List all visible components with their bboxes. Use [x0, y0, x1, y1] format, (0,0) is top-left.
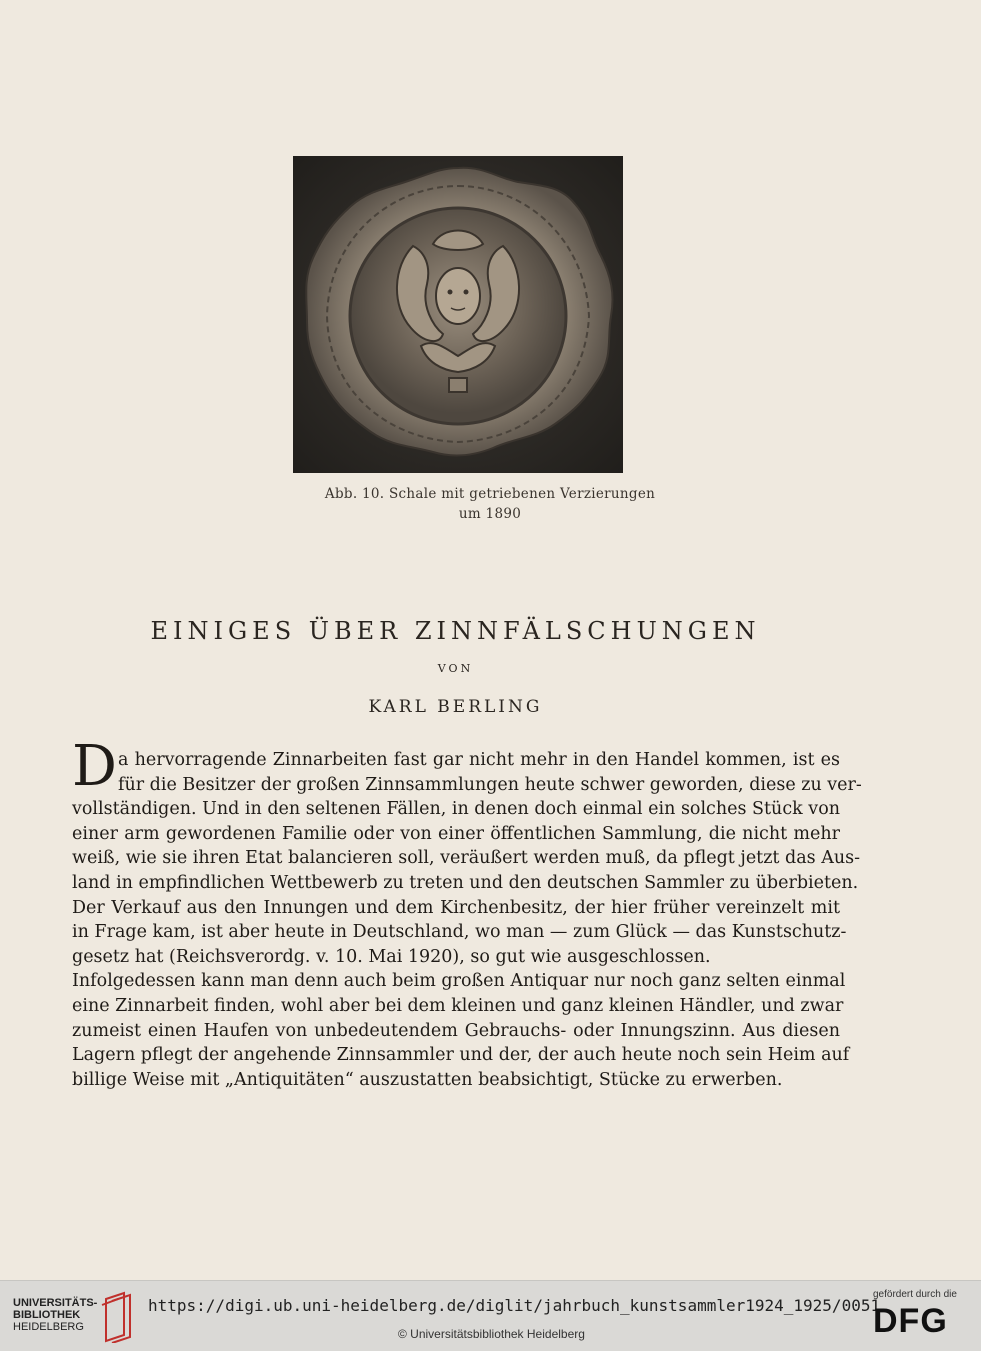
text-line: zumeist einen Haufen von unbedeutendem Gebrauchs- oder Innungszinn. Aus diesen — [72, 1020, 840, 1041]
text-line: Der Verkauf aus den Innungen und dem Kirchenbesitz, der hier früher vereinzelt mit — [72, 897, 840, 918]
article-title: EINIGES ÜBER ZINNFÄLSCHUNGEN — [150, 617, 761, 645]
text-line: billige Weise mit „Antiquitäten“ auszustatten beabsichtigt, Stücke zu erwerben. — [72, 1069, 783, 1090]
ub-heidelberg-logo[interactable] — [13, 1297, 97, 1333]
ub-red-mark-icon — [100, 1291, 136, 1343]
text-line: in Frage kam, ist aber heute in Deutschland, wo man — zum Glück — das Kunstschutz- — [72, 922, 847, 943]
text-line: einer arm gewordenen Familie oder von einer öffentlichen Sammlung, die nicht mehr — [72, 823, 840, 844]
article-body — [72, 748, 862, 1092]
copyright-notice: © Universitätsbibliothek Heidelberg — [398, 1327, 585, 1341]
dfg-logo[interactable]: DFG — [873, 1302, 948, 1340]
text-line: Infolgedessen kann man denn auch beim großen Antiquar nur noch ganz selten einmal — [72, 971, 846, 992]
caption-line: um 1890 — [458, 506, 522, 522]
text-line: weiß, wie sie ihren Etat balancieren soll, veräußert werden muß, da pflegt jetzt das Aus- — [72, 848, 861, 869]
drop-cap: D — [72, 734, 117, 799]
text-line: land in empfindlichen Wettbewerb zu treten und den deutschen Sammler zu überbieten. — [72, 872, 859, 893]
byline-von: VON — [437, 662, 474, 675]
logo-line: BIBLIOTHEK — [13, 1309, 81, 1321]
text-line: a hervorragende Zinnarbeiten fast gar nicht mehr in den Handel kommen, ist es — [118, 750, 840, 770]
text-line: Lagern pflegt der angehende Zinnsammler und der, der auch heute noch sein Heim auf — [72, 1045, 850, 1066]
caption-line: Abb. 10. Schale mit getriebenen Verzierungen — [324, 486, 656, 502]
figure-caption — [230, 484, 750, 524]
permalink-url[interactable]: https://digi.ub.uni-heidelberg.de/diglit/jahrbuch_kunstsammler1924_1925/0051 — [148, 1296, 881, 1315]
funding-note: gefördert durch die — [873, 1289, 957, 1300]
text-line: eine Zinnarbeit finden, wohl aber bei dem kleinen und ganz kleinen Händler, und zwar — [72, 995, 844, 1016]
text-line: vollständigen. Und in den seltenen Fällen, in denen doch einmal ein solches Stück von — [72, 799, 840, 820]
footer-bar — [0, 1280, 981, 1351]
logo-line: UNIVERSITÄTS- — [13, 1297, 98, 1309]
logo-line: HEIDELBERG — [13, 1321, 84, 1333]
text-line: gesetz hat (Reichsverordg. v. 10. Mai 1920), so gut wie ausgeschlossen. — [72, 946, 711, 967]
author-name: KARL BERLING — [368, 697, 543, 717]
text-line: für die Besitzer der großen Zinnsammlungen heute schwer geworden, diese zu ver- — [118, 774, 862, 795]
pewter-plate-image — [293, 156, 623, 473]
